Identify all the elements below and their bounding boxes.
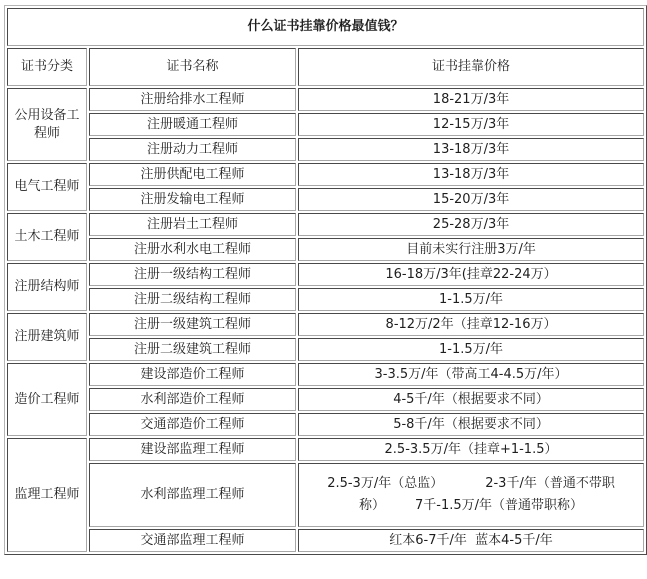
cert-price-cell: 3-3.5万/年（带高工4-4.5万/年） bbox=[298, 363, 644, 386]
table-row bbox=[7, 263, 644, 286]
cert-price-cell: 25-28万/3年 bbox=[298, 213, 644, 236]
cert-price-cell: 4-5千/年（根据要求不同） bbox=[298, 388, 644, 411]
table-row bbox=[7, 313, 644, 336]
cert-name-cell: 建设部造价工程师 bbox=[89, 363, 296, 386]
table-row bbox=[7, 163, 644, 186]
category-cell: 注册建筑师 bbox=[7, 313, 87, 361]
table-row bbox=[7, 388, 644, 411]
cert-price-cell: 2.5-3.5万/年（挂章+1-1.5） bbox=[298, 438, 644, 461]
cert-price-cell: 12-15万/3年 bbox=[298, 113, 644, 136]
category-cell: 监理工程师 bbox=[7, 438, 87, 552]
category-cell: 公用设备工程师 bbox=[7, 88, 87, 161]
header-category: 证书分类 bbox=[7, 48, 87, 86]
cert-name-cell: 注册一级建筑工程师 bbox=[89, 313, 296, 336]
cert-name-cell: 注册发输电工程师 bbox=[89, 188, 296, 211]
cert-name-cell: 建设部监理工程师 bbox=[89, 438, 296, 461]
cert-name-cell: 注册二级建筑工程师 bbox=[89, 338, 296, 361]
table-row bbox=[7, 463, 644, 527]
cert-name-cell: 注册水利水电工程师 bbox=[89, 238, 296, 261]
cert-price-cell: 13-18万/3年 bbox=[298, 163, 644, 186]
cert-name-cell: 交通部监理工程师 bbox=[89, 529, 296, 552]
category-cell: 土木工程师 bbox=[7, 213, 87, 261]
table-row bbox=[7, 213, 644, 236]
cert-price-cell: 13-18万/3年 bbox=[298, 138, 644, 161]
table-row bbox=[7, 138, 644, 161]
table-row bbox=[7, 188, 644, 211]
certificate-price-table-container bbox=[4, 5, 643, 555]
table-row bbox=[7, 529, 644, 552]
table-row bbox=[7, 288, 644, 311]
cert-price-cell: 1-1.5万/年 bbox=[298, 288, 644, 311]
cert-name-cell: 注册给排水工程师 bbox=[89, 88, 296, 111]
cert-price-cell: 5-8千/年（根据要求不同） bbox=[298, 413, 644, 436]
price-no-title-cont: 称） bbox=[358, 498, 385, 513]
header-row bbox=[7, 48, 644, 86]
price-with-title: 7千-1.5万/年（普通带职称） bbox=[415, 498, 584, 513]
table-row bbox=[7, 413, 644, 436]
category-cell: 造价工程师 bbox=[7, 363, 87, 436]
cert-name-cell: 交通部造价工程师 bbox=[89, 413, 296, 436]
price-no-title: 2-3千/年（普通不带职 bbox=[485, 476, 615, 491]
cert-name-cell: 注册岩土工程师 bbox=[89, 213, 296, 236]
table-row bbox=[7, 238, 644, 261]
table-row bbox=[7, 113, 644, 136]
cert-name-cell: 注册动力工程师 bbox=[89, 138, 296, 161]
cert-name-cell: 注册一级结构工程师 bbox=[89, 263, 296, 286]
cert-price-cell: 目前未实行注册3万/年 bbox=[298, 238, 644, 261]
cert-name-cell: 注册暖通工程师 bbox=[89, 113, 296, 136]
cert-price-cell: 18-21万/3年 bbox=[298, 88, 644, 111]
cert-price-cell: 16-18万/3年(挂章22-24万） bbox=[298, 263, 644, 286]
cert-price-cell: 15-20万/3年 bbox=[298, 188, 644, 211]
cert-price-cell: 1-1.5万/年 bbox=[298, 338, 644, 361]
header-price: 证书挂靠价格 bbox=[298, 48, 644, 86]
cert-price-cell-multiline bbox=[298, 463, 644, 527]
category-cell: 电气工程师 bbox=[7, 163, 87, 211]
cert-name-cell: 注册二级结构工程师 bbox=[89, 288, 296, 311]
table-row bbox=[7, 363, 644, 386]
price-chief-supervisor: 2.5-3万/年（总监） bbox=[327, 476, 444, 491]
cert-name-cell: 水利部监理工程师 bbox=[89, 463, 296, 527]
table-title: 什么证书挂靠价格最值钱？ bbox=[7, 8, 644, 46]
title-row bbox=[7, 8, 644, 46]
category-cell: 注册结构师 bbox=[7, 263, 87, 311]
table-row bbox=[7, 88, 644, 111]
cert-price-cell: 红本6-7千/年 蓝本4-5千/年 bbox=[298, 529, 644, 552]
certificate-price-table bbox=[4, 5, 647, 555]
header-name: 证书名称 bbox=[89, 48, 296, 86]
cert-name-cell: 水利部造价工程师 bbox=[89, 388, 296, 411]
table-row bbox=[7, 438, 644, 461]
cert-name-cell: 注册供配电工程师 bbox=[89, 163, 296, 186]
cert-price-cell: 8-12万/2年（挂章12-16万） bbox=[298, 313, 644, 336]
table-row bbox=[7, 338, 644, 361]
